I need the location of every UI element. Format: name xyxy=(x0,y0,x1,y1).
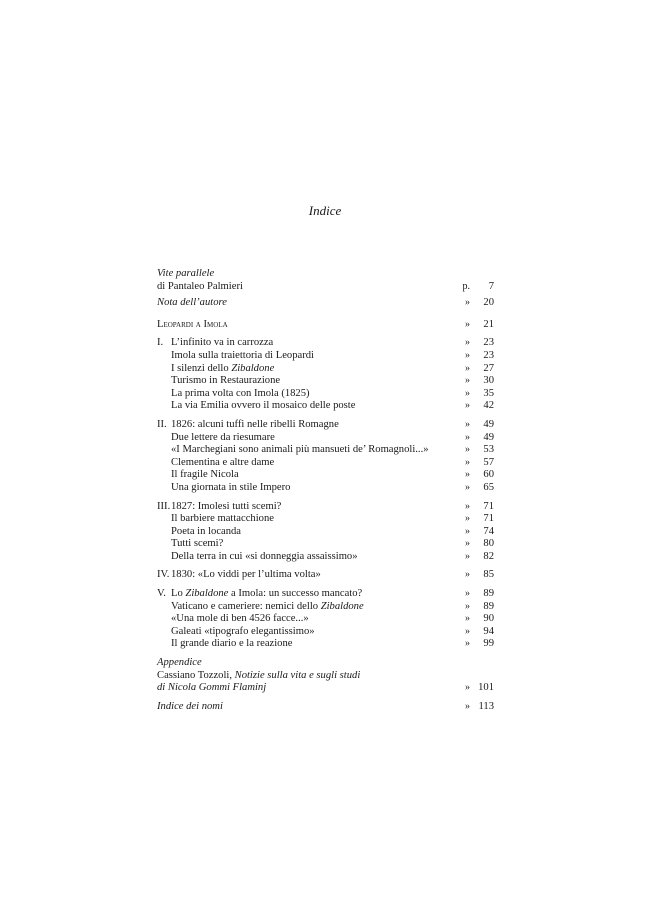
label-part: Imola sulla traiettoria di Leopardi xyxy=(171,349,314,361)
toc-subentry xyxy=(157,601,494,614)
ditto-mark: » xyxy=(465,600,470,612)
chapter-3-items xyxy=(157,513,494,563)
page-number: 27 xyxy=(483,362,494,374)
subentry-label xyxy=(171,469,239,482)
ditto-mark: » xyxy=(465,625,470,637)
subentry-label xyxy=(171,400,355,413)
toc-entry-vite-title xyxy=(157,268,494,281)
page-number: 89 xyxy=(483,600,494,612)
page-number: 35 xyxy=(483,387,494,399)
page-number: 89 xyxy=(483,588,494,600)
page-number: 57 xyxy=(483,456,494,468)
toc-chapter-3 xyxy=(157,501,494,514)
label-part: Tutti scemi? xyxy=(171,538,224,550)
subentry-label xyxy=(171,363,274,376)
page-number: 82 xyxy=(483,550,494,562)
page-number: 49 xyxy=(483,418,494,430)
ditto-mark: » xyxy=(465,513,470,525)
ditto-mark: » xyxy=(465,456,470,468)
ditto-mark: » xyxy=(465,418,470,430)
label-italic-part: Zibaldone xyxy=(231,362,275,374)
toc-subentry xyxy=(157,613,494,626)
page-number: 71 xyxy=(483,513,494,525)
ditto-mark: » xyxy=(465,469,470,481)
ditto-mark: » xyxy=(465,375,470,387)
toc-subentry xyxy=(157,388,494,401)
entry-label: di Pantaleo Palmieri xyxy=(157,280,243,292)
ditto-mark: » xyxy=(465,481,470,493)
page-number: 90 xyxy=(483,613,494,625)
subentry-label xyxy=(171,350,314,363)
chapter-number: III. xyxy=(157,500,171,512)
toc-appendice-line-2 xyxy=(157,682,494,695)
page-number: 113 xyxy=(478,700,494,712)
toc-chapter-5 xyxy=(157,588,494,601)
page-prefix: p. xyxy=(462,280,470,292)
toc-entry-vite-author xyxy=(157,281,494,294)
page-title: Indice xyxy=(308,203,342,218)
toc-subentry xyxy=(157,482,494,495)
toc-subentry xyxy=(157,551,494,564)
page-number: 42 xyxy=(483,400,494,412)
toc-subentry xyxy=(157,469,494,482)
ditto-mark: » xyxy=(465,550,470,562)
ditto-mark: » xyxy=(465,362,470,374)
label-italic-part: Zibaldone xyxy=(320,600,364,612)
ditto-mark: » xyxy=(465,613,470,625)
chapter-title: 1827: Imolesi tutti scemi? xyxy=(171,500,282,512)
chapter-title: L’infinito va in carrozza xyxy=(171,337,274,349)
ditto-mark: » xyxy=(465,337,470,349)
page-number: 71 xyxy=(483,500,494,512)
entry-label: Indice dei nomi xyxy=(157,700,223,712)
ditto-mark: » xyxy=(465,297,470,309)
toc-subentry xyxy=(157,375,494,388)
chapter-2-items xyxy=(157,432,494,495)
ditto-mark: » xyxy=(465,400,470,412)
label-part: «Una mole di ben 4526 facce...» xyxy=(171,613,309,625)
toc-subentry xyxy=(157,538,494,551)
ditto-mark: » xyxy=(465,588,470,600)
ditto-mark: » xyxy=(465,387,470,399)
page-number: 20 xyxy=(483,297,494,309)
subentry-label xyxy=(171,444,429,457)
ditto-mark: » xyxy=(465,525,470,537)
page-number: 65 xyxy=(483,481,494,493)
page-number: 49 xyxy=(483,431,494,443)
label-part: Della terra in cui «si donneggia assaissimo» xyxy=(171,550,358,562)
page-number: 23 xyxy=(483,337,494,349)
chapter-number: V. xyxy=(157,588,166,600)
chapter-title: 1826: alcuni tuffi nelle ribelli Romagne xyxy=(171,418,339,430)
page-number: 23 xyxy=(483,349,494,361)
toc-section-leopardi xyxy=(157,319,494,332)
label-part: «I Marchegiani sono animali più mansueti de’ Romagnoli...» xyxy=(171,444,429,456)
chapter-5-items xyxy=(157,601,494,651)
toc-subentry xyxy=(157,350,494,363)
toc-subentry xyxy=(157,513,494,526)
subentry-label xyxy=(171,551,358,564)
title-part: a Imola: un successo mancato? xyxy=(228,588,363,600)
entry-label xyxy=(157,670,360,683)
chapter-number: I. xyxy=(157,337,164,349)
toc-subentry xyxy=(157,400,494,413)
ditto-mark: » xyxy=(465,538,470,550)
page-number: 85 xyxy=(483,569,494,581)
subentry-label xyxy=(171,601,364,614)
label-part: Clementina e altre dame xyxy=(171,456,275,468)
toc-subentry xyxy=(157,626,494,639)
section-label: Leopardi a Imola xyxy=(157,318,228,330)
chapter-number: IV. xyxy=(157,569,170,581)
label-part: Il grande diario e la reazione xyxy=(171,638,293,650)
label-part: Due lettere da riesumare xyxy=(171,431,275,443)
ditto-mark: » xyxy=(465,431,470,443)
title-part: Lo xyxy=(171,588,186,600)
table-of-contents xyxy=(157,268,494,713)
page-number: 94 xyxy=(483,625,494,637)
page-number: 60 xyxy=(483,469,494,481)
toc-subentry xyxy=(157,432,494,445)
page-number: 74 xyxy=(483,525,494,537)
page-number: 21 xyxy=(483,318,494,330)
subentry-label xyxy=(171,457,274,470)
label-part: Il fragile Nicola xyxy=(171,469,239,481)
toc-chapter-4 xyxy=(157,569,494,582)
page-number: 7 xyxy=(488,280,494,292)
subentry-label xyxy=(171,388,310,401)
subentry-label xyxy=(171,538,223,551)
subentry-label xyxy=(171,626,315,639)
toc-subentry xyxy=(157,444,494,457)
ditto-mark: » xyxy=(465,444,470,456)
label-part: Vaticano e cameriere: nemici dello xyxy=(171,600,321,612)
toc-appendice-line-1 xyxy=(157,670,494,683)
entry-label: Vite parallele xyxy=(157,268,215,279)
toc-subentry xyxy=(157,363,494,376)
chapter-title: 1830: «Lo viddi per l’ultima volta» xyxy=(171,569,321,581)
page-number: 30 xyxy=(483,375,494,387)
page-number: 53 xyxy=(483,444,494,456)
subentry-label xyxy=(171,513,274,526)
subentry-label xyxy=(171,482,290,495)
ditto-mark: » xyxy=(465,500,470,512)
toc-appendice-label xyxy=(157,657,494,670)
title-italic-part: Zibaldone xyxy=(185,588,229,600)
chapter-title xyxy=(171,588,362,601)
toc-subentry xyxy=(157,457,494,470)
subentry-label xyxy=(171,432,275,445)
label-part: I silenzi dello xyxy=(171,362,232,374)
toc-chapter-1 xyxy=(157,337,494,350)
ditto-mark: » xyxy=(465,682,470,694)
page-number: 99 xyxy=(483,638,494,650)
label-part: La via Emilia ovvero il mosaico delle poste xyxy=(171,400,356,412)
ditto-mark: » xyxy=(465,569,470,581)
entry-label: Appendice xyxy=(157,657,202,669)
toc-entry-indice-nomi xyxy=(157,701,494,714)
label-part: Turismo in Restaurazione xyxy=(171,375,281,387)
subentry-label xyxy=(171,375,280,388)
toc-subentry xyxy=(157,638,494,651)
label-part: Il barbiere mattacchione xyxy=(171,513,274,525)
page-number: 80 xyxy=(483,538,494,550)
label-part: Una giornata in stile Impero xyxy=(171,481,291,493)
chapter-1-items xyxy=(157,350,494,413)
label-part: Poeta in locanda xyxy=(171,525,242,537)
ditto-mark: » xyxy=(465,349,470,361)
appendix-author: Cassiano Tozzoli, xyxy=(157,669,235,681)
chapter-number: II. xyxy=(157,418,167,430)
toc-chapter-2 xyxy=(157,419,494,432)
page-number: 101 xyxy=(478,682,494,694)
label-part: Galeati «tipografo elegantissimo» xyxy=(171,625,315,637)
label-part: La prima volta con Imola (1825) xyxy=(171,387,310,399)
toc-entry-nota xyxy=(157,297,494,310)
appendix-work: Notizie sulla vita e sugli studi xyxy=(234,669,361,681)
subentry-label xyxy=(171,638,292,651)
subentry-label xyxy=(171,613,309,626)
subentry-label xyxy=(171,526,241,539)
ditto-mark: » xyxy=(465,638,470,650)
ditto-mark: » xyxy=(465,700,470,712)
appendix-work: di Nicola Gommi Flaminj xyxy=(157,682,267,694)
toc-subentry xyxy=(157,526,494,539)
ditto-mark: » xyxy=(465,318,470,330)
entry-label: Nota dell’autore xyxy=(157,297,227,309)
